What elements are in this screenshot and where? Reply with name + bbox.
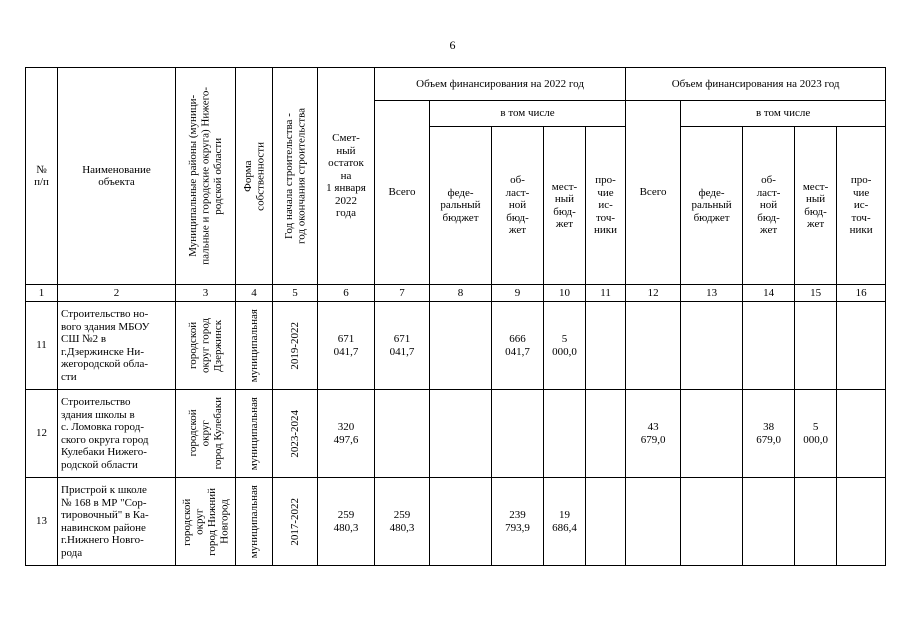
estimated-balance: 259 480,3: [318, 478, 375, 566]
ownership: муниципальная: [236, 302, 273, 390]
column-number: 5: [273, 285, 318, 302]
header-other-2022: про- чие ис- точ- ники: [586, 127, 626, 285]
regional-2023: [743, 302, 795, 390]
local-2022: 5 000,0: [544, 302, 586, 390]
column-number: 11: [586, 285, 626, 302]
header-other-2023: про- чие ис- точ- ники: [837, 127, 886, 285]
table-row: [26, 302, 886, 390]
total-2022: 259 480,3: [375, 478, 430, 566]
other-2023: [837, 478, 886, 566]
construction-years: 2023-2024: [273, 390, 318, 478]
local-2023: [795, 478, 837, 566]
header-num: № п/п: [26, 68, 58, 285]
other-2022: [586, 302, 626, 390]
ownership: муниципальная: [236, 390, 273, 478]
column-number: 8: [430, 285, 492, 302]
column-number: 10: [544, 285, 586, 302]
header-fin-2023: Объем финансирования на 2023 год: [626, 68, 886, 101]
column-number: 13: [681, 285, 743, 302]
district: городской округ город Нижний Новгород: [176, 478, 236, 566]
column-number: 1: [26, 285, 58, 302]
federal-2023: [681, 478, 743, 566]
total-2022: 671 041,7: [375, 302, 430, 390]
construction-years: 2019-2022: [273, 302, 318, 390]
header-federal-2022: феде- ральный бюджет: [430, 127, 492, 285]
column-number: 15: [795, 285, 837, 302]
header-including-2023: в том числе: [681, 101, 886, 127]
federal-2022: [430, 478, 492, 566]
header-federal-2023: феде- ральный бюджет: [681, 127, 743, 285]
total-2023: 43 679,0: [626, 390, 681, 478]
row-num: 11: [26, 302, 58, 390]
header-local-2022: мест- ный бюд- жет: [544, 127, 586, 285]
federal-2022: [430, 390, 492, 478]
column-number: 14: [743, 285, 795, 302]
federal-2023: [681, 390, 743, 478]
other-2022: [586, 478, 626, 566]
header-ownership: Форма собственности: [236, 68, 273, 285]
header-total-2022: Всего: [375, 101, 430, 285]
district: городской округ город Кулебаки: [176, 390, 236, 478]
header-years: Год начала строительства - год окончания строительства: [273, 68, 318, 285]
object-name: Строительство но- вого здания МБОУ СШ №2 в г.Дзержинске Ни- жегородской обла- сти: [58, 302, 176, 390]
page-number: 6: [449, 38, 456, 52]
regional-2022: 239 793,9: [492, 478, 544, 566]
column-numbers-row: [26, 285, 886, 302]
column-number: 4: [236, 285, 273, 302]
ownership: муниципальная: [236, 478, 273, 566]
header-including-2022: в том числе: [430, 101, 626, 127]
other-2023: [837, 390, 886, 478]
object-name: Пристрой к школе № 168 в МР "Сор- тировочный" в Ка- навинском районе г.Нижнего Новго- рода: [58, 478, 176, 566]
district: городской округ город Дзержинск: [176, 302, 236, 390]
estimated-balance: 320 497,6: [318, 390, 375, 478]
header-total-2023: Всего: [626, 101, 681, 285]
local-2022: [544, 390, 586, 478]
header-fin-2022: Объем финансирования на 2022 год: [375, 68, 626, 101]
table-row: [26, 478, 886, 566]
header-local-2023: мест- ный бюд- жет: [795, 127, 837, 285]
column-number: 12: [626, 285, 681, 302]
federal-2022: [430, 302, 492, 390]
column-number: 7: [375, 285, 430, 302]
regional-2022: 666 041,7: [492, 302, 544, 390]
total-2023: [626, 302, 681, 390]
row-num: 13: [26, 478, 58, 566]
estimated-balance: 671 041,7: [318, 302, 375, 390]
object-name: Строительство здания школы в с. Ломовка город- ского округа город Кулебаки Нижего- родской области: [58, 390, 176, 478]
other-2023: [837, 302, 886, 390]
column-number: 9: [492, 285, 544, 302]
local-2023: [795, 302, 837, 390]
regional-2023: 38 679,0: [743, 390, 795, 478]
regional-2023: [743, 478, 795, 566]
construction-years: 2017-2022: [273, 478, 318, 566]
other-2022: [586, 390, 626, 478]
total-2022: [375, 390, 430, 478]
regional-2022: [492, 390, 544, 478]
column-number: 3: [176, 285, 236, 302]
total-2023: [626, 478, 681, 566]
header-district: Муниципальные районы (муници- пальные и городские округа) Нижего- родской области: [176, 68, 236, 285]
financing-table: [25, 67, 886, 566]
local-2023: 5 000,0: [795, 390, 837, 478]
header-regional-2022: об- ласт- ной бюд- жет: [492, 127, 544, 285]
federal-2023: [681, 302, 743, 390]
column-number: 2: [58, 285, 176, 302]
header-name: Наименование объекта: [58, 68, 176, 285]
column-number: 6: [318, 285, 375, 302]
row-num: 12: [26, 390, 58, 478]
local-2022: 19 686,4: [544, 478, 586, 566]
header-regional-2023: об- ласт- ной бюд- жет: [743, 127, 795, 285]
header-balance: Смет- ный остаток на 1 января 2022 года: [318, 68, 375, 285]
column-number: 16: [837, 285, 886, 302]
table-row: [26, 390, 886, 478]
